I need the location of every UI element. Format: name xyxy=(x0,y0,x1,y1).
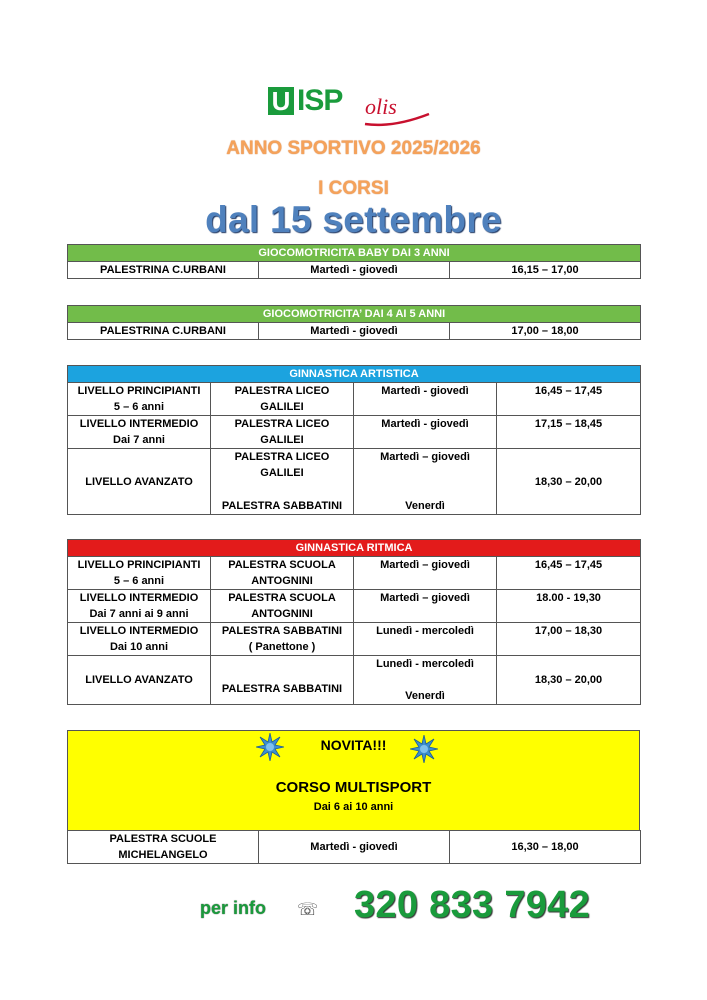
days-line: Lunedì - mercoledì xyxy=(376,658,474,670)
level-name: LIVELLO PRINCIPIANTI xyxy=(77,559,201,571)
table-cell-level xyxy=(68,623,211,656)
table-cell-level xyxy=(68,416,211,449)
level-age: Dai 10 anni xyxy=(109,641,169,653)
level-name: LIVELLO INTERMEDIO xyxy=(79,418,199,430)
level-name: LIVELLO INTERMEDIO xyxy=(79,625,199,637)
uisp-logo xyxy=(268,82,438,132)
season-title: ANNO SPORTIVO 2025/2026 xyxy=(226,138,481,159)
logo-u-box: U xyxy=(268,87,294,115)
place-line: PALESTRA LICEO xyxy=(234,385,330,397)
place-line: GALILEI xyxy=(260,467,304,479)
place-line: PALESTRA SCUOLA xyxy=(228,559,336,571)
level-name: LIVELLO INTERMEDIO xyxy=(79,592,199,604)
level-age: 5 – 6 anni xyxy=(113,401,165,413)
table-cell-level: LIVELLO AVANZATO xyxy=(68,449,211,515)
table-cell-days: Martedì - giovedì xyxy=(259,831,450,864)
table-cell-days: Martedì – giovedì xyxy=(354,557,497,590)
multisport-table xyxy=(67,830,641,864)
table-cell-time: 18.00 - 19,30 xyxy=(497,590,641,623)
logo-isp-text: ISP xyxy=(297,84,343,117)
table-cell-level xyxy=(68,557,211,590)
table-cell-days: Lunedì - mercoledì xyxy=(354,623,497,656)
table-cell-days: Martedì - giovedì xyxy=(354,383,497,416)
level-age: Dai 7 anni ai 9 anni xyxy=(89,608,189,620)
logo-swoosh xyxy=(363,112,433,128)
table-cell-place xyxy=(68,831,259,864)
courses-title: I CORSI xyxy=(318,178,389,199)
gioco45-header: GIOCOMOTRICITA’ DAI 4 AI 5 ANNI xyxy=(68,306,641,323)
baby-time: 16,15 – 17,00 xyxy=(450,262,641,279)
table-cell-place xyxy=(211,590,354,623)
ritmica-header: GINNASTICA RITMICA xyxy=(68,540,641,557)
novita-title: NOVITA!!! xyxy=(320,737,387,753)
ritmica-table xyxy=(67,539,641,705)
table-cell-level: LIVELLO AVANZATO xyxy=(68,656,211,705)
days-line: Venerdì xyxy=(405,500,445,512)
table-cell-place xyxy=(211,449,354,515)
gioco45-table xyxy=(67,305,641,340)
artistica-table xyxy=(67,365,641,515)
level-age: 5 – 6 anni xyxy=(113,575,165,587)
level-name: LIVELLO PRINCIPIANTI xyxy=(77,385,201,397)
place-line: ( Panettone ) xyxy=(248,641,316,653)
baby-place: PALESTRINA C.URBANI xyxy=(68,262,259,279)
table-cell-time: 18,30 – 20,00 xyxy=(497,449,641,515)
place-line: PALESTRA LICEO xyxy=(234,451,330,463)
table-cell-place xyxy=(211,383,354,416)
table-cell-level xyxy=(68,383,211,416)
place-line: GALILEI xyxy=(260,434,304,446)
table-cell-place: PALESTRA SABBATINI xyxy=(211,656,354,705)
gioco45-days: Martedì - giovedì xyxy=(259,323,450,340)
baby-header: GIOCOMOTRICITA BABY DAI 3 ANNI xyxy=(68,245,641,262)
artistica-header: GINNASTICA ARTISTICA xyxy=(68,366,641,383)
gioco45-place: PALESTRINA C.URBANI xyxy=(68,323,259,340)
place-line: MICHELANGELO xyxy=(118,849,208,861)
phone-number[interactable]: 320 833 7942 xyxy=(354,884,591,926)
days-line: Venerdì xyxy=(405,690,445,702)
baby-days: Martedì - giovedì xyxy=(259,262,450,279)
table-cell-time: 17,00 – 18,30 xyxy=(497,623,641,656)
table-cell-days: Martedì - giovedì xyxy=(354,416,497,449)
place-line: PALESTRA SCUOLA xyxy=(228,592,336,604)
multisport-title: CORSO MULTISPORT xyxy=(275,779,432,796)
table-cell-level xyxy=(68,590,211,623)
table-cell-days xyxy=(354,656,497,705)
table-cell-time: 16,45 – 17,45 xyxy=(497,557,641,590)
gioco45-time: 17,00 – 18,00 xyxy=(450,323,641,340)
table-cell-place xyxy=(211,557,354,590)
days-line: Martedì – giovedì xyxy=(380,451,470,463)
telephone-icon: ☏ xyxy=(297,900,319,919)
table-cell-time: 18,30 – 20,00 xyxy=(497,656,641,705)
table-cell-place xyxy=(211,416,354,449)
baby-table xyxy=(67,244,641,279)
level-age: Dai 7 anni xyxy=(113,434,165,446)
place-line: ANTOGNINI xyxy=(251,608,313,620)
novita-box xyxy=(67,730,640,831)
place-line: ANTOGNINI xyxy=(251,575,313,587)
place-line: PALESTRA SABBATINI xyxy=(221,500,343,512)
table-cell-time: 16,45 – 17,45 xyxy=(497,383,641,416)
table-cell-time: 17,15 – 18,45 xyxy=(497,416,641,449)
info-label: per info xyxy=(200,898,266,918)
table-cell-days xyxy=(354,449,497,515)
place-line: GALILEI xyxy=(260,401,304,413)
logo-olis-text: olis xyxy=(365,94,397,119)
place-line: PALESTRA SABBATINI xyxy=(221,625,343,637)
place-line: PALESTRA LICEO xyxy=(234,418,330,430)
table-cell-place xyxy=(211,623,354,656)
multisport-age: Dai 6 ai 10 anni xyxy=(313,801,394,813)
place-line: PALESTRA SCUOLE xyxy=(109,833,217,845)
start-date-title: dal 15 settembre xyxy=(205,199,502,240)
table-cell-time: 16,30 – 18,00 xyxy=(450,831,641,864)
table-cell-days: Martedì – giovedì xyxy=(354,590,497,623)
